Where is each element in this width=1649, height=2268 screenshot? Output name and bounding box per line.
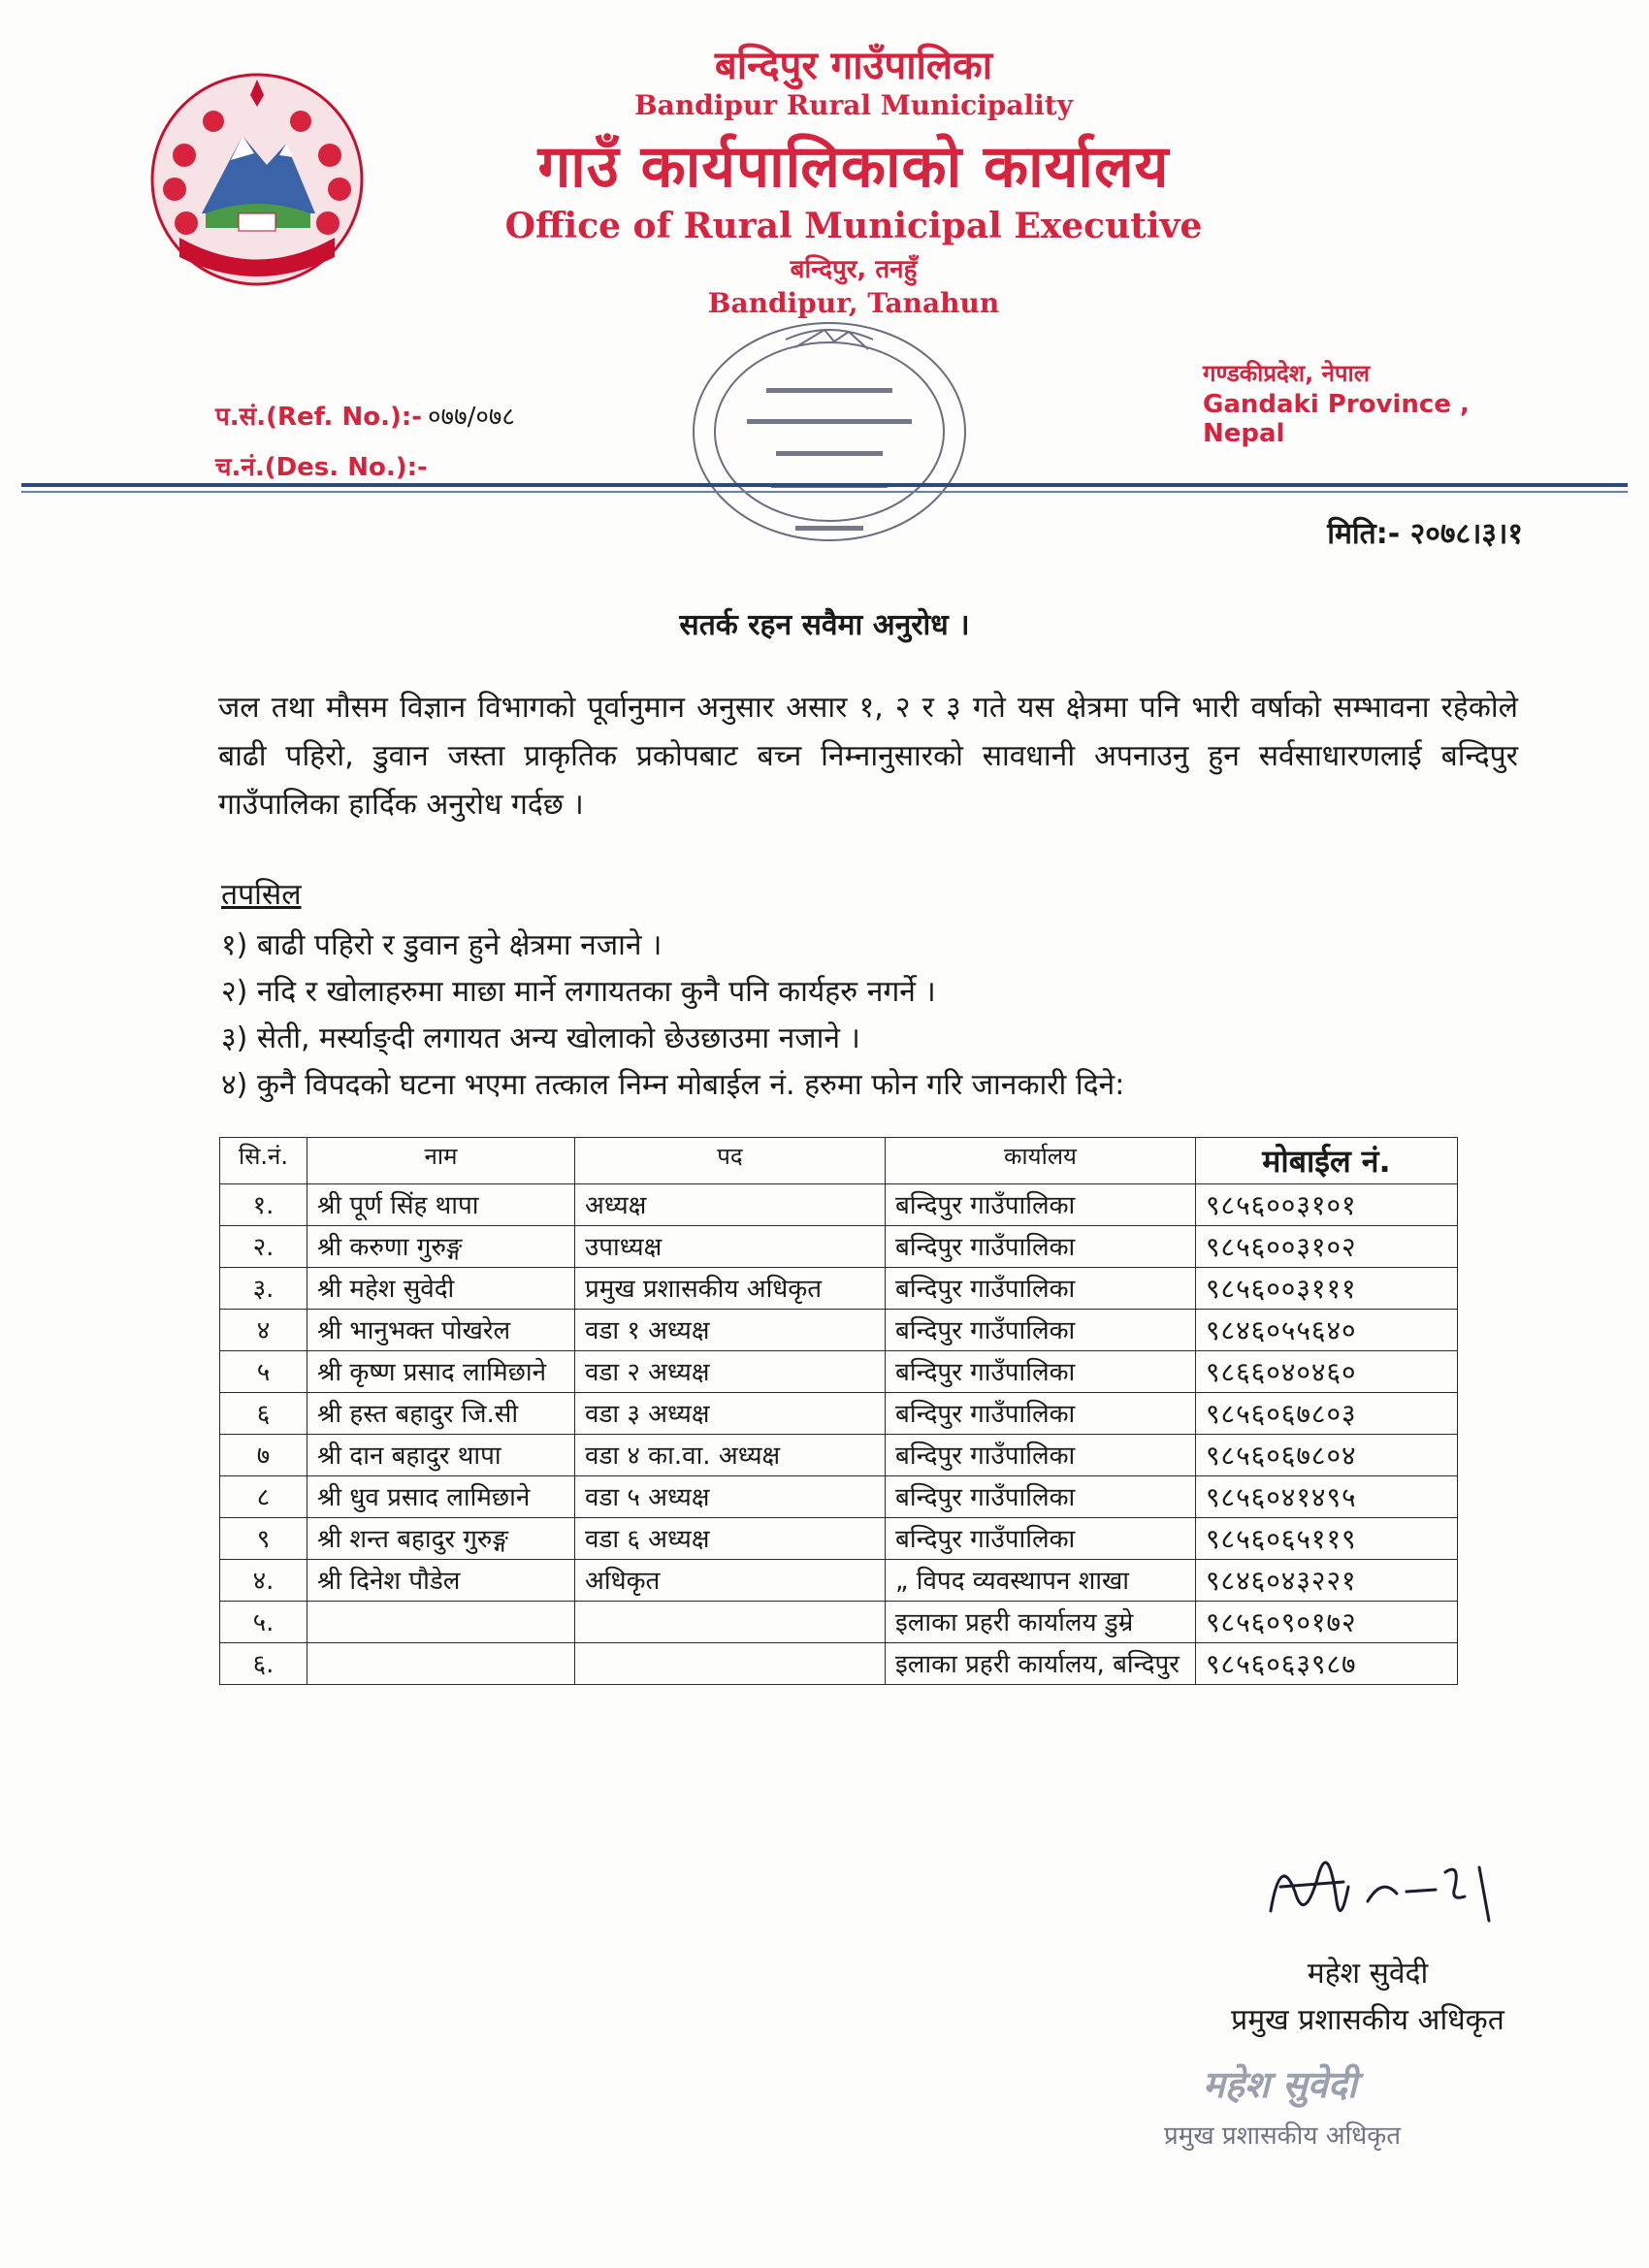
office-stamp-icon bbox=[679, 310, 980, 553]
table-row bbox=[220, 1351, 1458, 1393]
serial-cell: ८ bbox=[220, 1476, 307, 1518]
office-cell: बन्दिपुर गाउँपालिका bbox=[886, 1435, 1196, 1476]
office-cell: बन्दिपुर गाउँपालिका bbox=[886, 1226, 1196, 1268]
details-heading: तपसिल bbox=[221, 878, 302, 912]
office-cell: बन्दिपुर गाउँपालिका bbox=[886, 1393, 1196, 1435]
post-cell bbox=[575, 1602, 886, 1643]
mobile-cell: ९८५६००३१११ bbox=[1196, 1268, 1458, 1310]
contacts-table bbox=[219, 1137, 1458, 1685]
table-row bbox=[220, 1643, 1458, 1685]
table-header-row bbox=[220, 1138, 1458, 1184]
serial-cell: ७ bbox=[220, 1435, 307, 1476]
name-cell: श्री हस्त बहादुर जि.सी bbox=[307, 1393, 575, 1435]
header-rule-thin bbox=[21, 491, 1628, 493]
header-rule bbox=[21, 483, 1628, 487]
serial-cell: ५. bbox=[220, 1602, 307, 1643]
detail-item-1: १) बाढी पहिरो र डुवान हुने क्षेत्रमा नजाने । bbox=[221, 928, 663, 962]
table-row bbox=[220, 1184, 1458, 1226]
col-header-office: कार्यालय bbox=[886, 1138, 1196, 1184]
mobile-cell: ९८५६००३१०२ bbox=[1196, 1226, 1458, 1268]
office-cell: बन्दिपुर गाउँपालिका bbox=[886, 1351, 1196, 1393]
col-header-mobile: मोबाईल नं. bbox=[1196, 1138, 1458, 1184]
post-cell: वडा ६ अध्यक्ष bbox=[575, 1518, 886, 1560]
serial-cell: १. bbox=[220, 1184, 307, 1226]
col-header-name: नाम bbox=[307, 1138, 575, 1184]
post-cell: अध्यक्ष bbox=[575, 1184, 886, 1226]
detail-item-3: ३) सेती, मर्स्याङ्दी लगायत अन्य खोलाको छेउछाउमा नजाने । bbox=[221, 1021, 860, 1055]
mobile-cell: ९८४६०५५६४० bbox=[1196, 1310, 1458, 1351]
post-cell: वडा २ अध्यक्ष bbox=[575, 1351, 886, 1393]
signer-title: प्रमुख प्रशासकीय अधिकृत bbox=[1231, 2003, 1504, 2037]
signer-name: महेश सुवेदी bbox=[1307, 1957, 1429, 1991]
nepal-emblem-icon bbox=[146, 68, 369, 291]
table-row bbox=[220, 1268, 1458, 1310]
des-label: च.नं.(Des. No.):- bbox=[215, 453, 428, 482]
table-row bbox=[220, 1518, 1458, 1560]
table-row bbox=[220, 1602, 1458, 1643]
dispatch-number bbox=[215, 448, 434, 483]
office-cell: बन्दिपुर गाउँपालिका bbox=[886, 1310, 1196, 1351]
post-cell: वडा ३ अध्यक्ष bbox=[575, 1393, 886, 1435]
letter-date: मिति:- २०७८।३।१ bbox=[1327, 517, 1523, 551]
table-row bbox=[220, 1560, 1458, 1602]
mobile-cell: ९८५६०६७८०४ bbox=[1196, 1435, 1458, 1476]
table-row bbox=[220, 1435, 1458, 1476]
table-row bbox=[220, 1226, 1458, 1268]
letter-subject: सतर्क रहन सवैमा अनुरोध । bbox=[679, 608, 970, 642]
table-row bbox=[220, 1476, 1458, 1518]
post-cell: उपाध्यक्ष bbox=[575, 1226, 886, 1268]
office-name-en: Office of Rural Municipal Executive bbox=[504, 206, 1203, 246]
municipality-name-en: Bandipur Rural Municipality bbox=[634, 89, 1073, 121]
mobile-cell: ९८६६०४०४६० bbox=[1196, 1351, 1458, 1393]
office-cell: बन्दिपुर गाउँपालिका bbox=[886, 1184, 1196, 1226]
office-cell: बन्दिपुर गाउँपालिका bbox=[886, 1268, 1196, 1310]
office-cell: „ विपद व्यवस्थापन शाखा bbox=[886, 1560, 1196, 1602]
mobile-cell: ९८५६०६७८०३ bbox=[1196, 1393, 1458, 1435]
address-np: बन्दिपुर, तनहुँ bbox=[790, 255, 918, 284]
name-cell: श्री शन्त बहादुर गुरुङ्ग bbox=[307, 1518, 575, 1560]
name-cell: श्री पूर्ण सिंह थापा bbox=[307, 1184, 575, 1226]
serial-cell: ३. bbox=[220, 1268, 307, 1310]
serial-cell: ४. bbox=[220, 1560, 307, 1602]
name-cell: श्री दान बहादुर थापा bbox=[307, 1435, 575, 1476]
mobile-cell: ९८५६०९०१७२ bbox=[1196, 1602, 1458, 1643]
mobile-cell: ९८५६०४१४९५ bbox=[1196, 1476, 1458, 1518]
post-cell: प्रमुख प्रशासकीय अधिकृत bbox=[575, 1268, 886, 1310]
name-cell bbox=[307, 1602, 575, 1643]
name-cell: श्री धुव प्रसाद लामिछाने bbox=[307, 1476, 575, 1518]
province-np: गण्डकीप्रदेश, नेपाल bbox=[1203, 360, 1371, 387]
post-cell: वडा ४ का.वा. अध्यक्ष bbox=[575, 1435, 886, 1476]
post-cell: अधिकृत bbox=[575, 1560, 886, 1602]
mobile-cell: ९८५६०६५११९ bbox=[1196, 1518, 1458, 1560]
table-row bbox=[220, 1393, 1458, 1435]
office-name-np: गाउँ कार्यपालिकाको कार्यालय bbox=[537, 133, 1170, 201]
name-cell: श्री भानुभक्त पोखरेल bbox=[307, 1310, 575, 1351]
office-cell: बन्दिपुर गाउँपालिका bbox=[886, 1518, 1196, 1560]
table-row bbox=[220, 1310, 1458, 1351]
col-header-serial: सि.नं. bbox=[220, 1138, 307, 1184]
mobile-cell: ९८५६००३१०१ bbox=[1196, 1184, 1458, 1226]
letter-body: जल तथा मौसम विज्ञान विभागको पूर्वानुमान अनुसार असार १, २ र ३ गते यस क्षेत्रमा पनि भारी वर्षाको सम्भावना रहेकोले बाढी पहिरो, डुवान जस्ता प्राकृतिक प्रकोपबाट बच्न निम्नानुसारको सावधानी अपनाउनु हुन सर्वसाधारणलाई बन्दिपुर गाउँपालिका हार्दिक अनुरोध गर्दछ । bbox=[218, 691, 1518, 822]
mobile-cell: ९८४६०४३२२१ bbox=[1196, 1560, 1458, 1602]
mobile-cell: ९८५६०६३९८७ bbox=[1196, 1643, 1458, 1685]
address-en: Bandipur, Tanahun bbox=[707, 287, 1000, 319]
ref-label: प.सं.(Ref. No.):- bbox=[215, 403, 423, 432]
serial-cell: ५ bbox=[220, 1351, 307, 1393]
name-cell bbox=[307, 1643, 575, 1685]
serial-cell: ९ bbox=[220, 1518, 307, 1560]
name-cell: श्री कृष्ण प्रसाद लामिछाने bbox=[307, 1351, 575, 1393]
office-cell: इलाका प्रहरी कार्यालय, बन्दिपुर bbox=[886, 1643, 1196, 1685]
seal-name-stamp: महेश सुवेदी bbox=[1203, 2063, 1357, 2106]
serial-cell: ६ bbox=[220, 1393, 307, 1435]
handwritten-signature-icon bbox=[1251, 1833, 1523, 1940]
post-cell: वडा ५ अध्यक्ष bbox=[575, 1476, 886, 1518]
province-en: Gandaki Province , Nepal bbox=[1203, 390, 1470, 448]
col-header-post: पद bbox=[575, 1138, 886, 1184]
post-cell bbox=[575, 1643, 886, 1685]
name-cell: श्री महेश सुवेदी bbox=[307, 1268, 575, 1310]
reference-number bbox=[215, 398, 515, 433]
seal-title-stamp: प्रमुख प्रशासकीय अधिकृत bbox=[1164, 2122, 1402, 2151]
detail-item-4: ४) कुनै विपदको घटना भएमा तत्काल निम्न मोबाईल नं. हरुमा फोन गरि जानकारी दिने: bbox=[221, 1068, 1125, 1102]
serial-cell: ४ bbox=[220, 1310, 307, 1351]
name-cell: श्री करुणा गुरुङ्ग bbox=[307, 1226, 575, 1268]
office-cell: बन्दिपुर गाउँपालिका bbox=[886, 1476, 1196, 1518]
post-cell: वडा १ अध्यक्ष bbox=[575, 1310, 886, 1351]
municipality-name-np: बन्दिपुर गाउँपालिका bbox=[714, 44, 993, 88]
serial-cell: २. bbox=[220, 1226, 307, 1268]
name-cell: श्री दिनेश पौडेल bbox=[307, 1560, 575, 1602]
office-cell: इलाका प्रहरी कार्यालय डुम्रे bbox=[886, 1602, 1196, 1643]
ref-value: ०७७/०७८ bbox=[428, 403, 515, 432]
detail-item-2: २) नदि र खोलाहरुमा माछा मार्ने लगायतका कुनै पनि कार्यहरु नगर्ने । bbox=[221, 975, 936, 1009]
serial-cell: ६. bbox=[220, 1643, 307, 1685]
